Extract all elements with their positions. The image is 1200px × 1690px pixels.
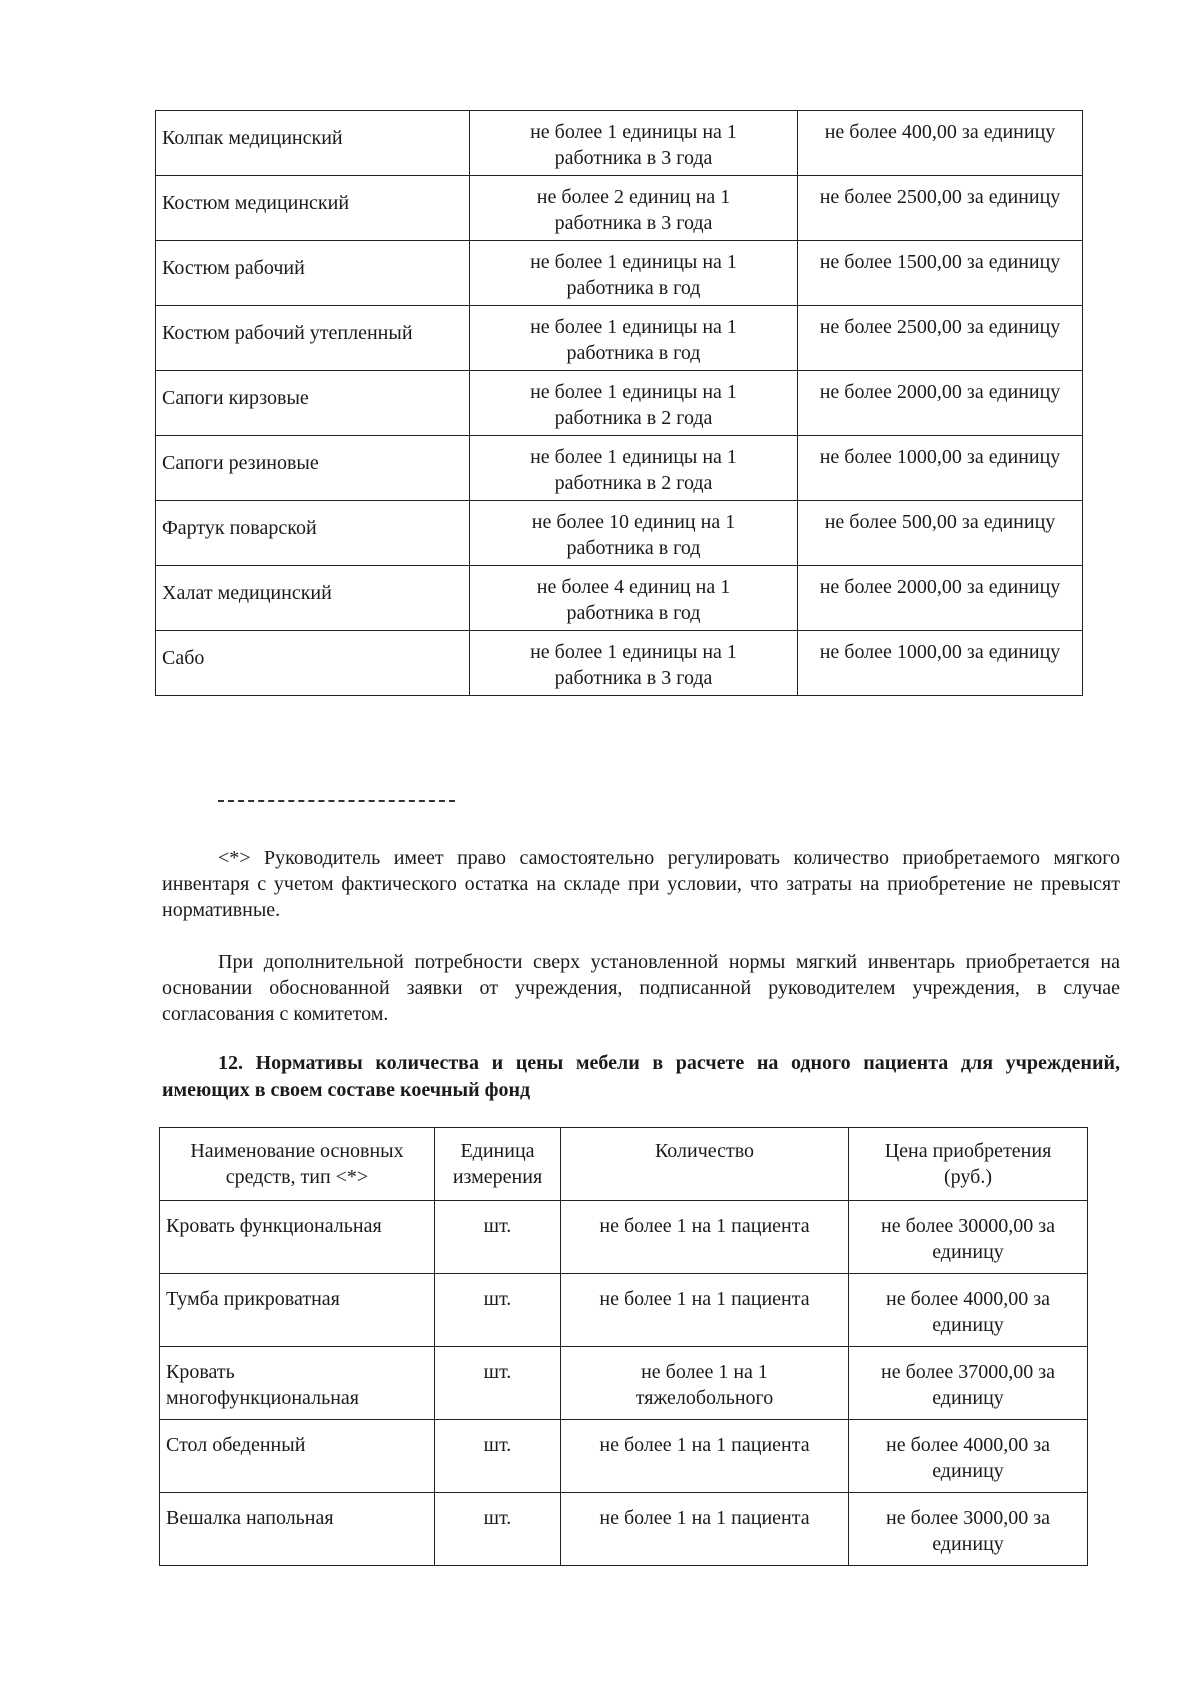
quantity-cell <box>470 241 798 306</box>
furniture-table-body <box>160 1128 1088 1566</box>
price-cell <box>849 1201 1088 1274</box>
item-name-cell: Сабо <box>156 631 470 696</box>
table-row <box>160 1347 1088 1420</box>
quantity-cell <box>470 436 798 501</box>
table-row <box>160 1493 1088 1566</box>
quantity-cell <box>470 371 798 436</box>
header-line: измерения <box>452 1166 543 1188</box>
quantity-line: не более 1 на 1 пациента <box>599 1434 810 1456</box>
quantity-line: не более 1 на 1 пациента <box>599 1215 810 1237</box>
inventory-table <box>155 110 1083 696</box>
price-line: не более 30000,00 за <box>880 1215 1055 1237</box>
quantity-cell <box>561 1201 849 1274</box>
quantity-cell <box>561 1347 849 1420</box>
quantity-line: не более 1 на 1 пациента <box>599 1288 810 1310</box>
header-unit-cell <box>435 1128 561 1201</box>
quantity-cell <box>470 111 798 176</box>
price-line: не более 37000,00 за <box>880 1361 1055 1383</box>
name-line: Вешалка напольная <box>166 1507 334 1529</box>
price-cell: не более 1000,00 за единицу <box>798 436 1083 501</box>
name-line: многофункциональная <box>166 1387 359 1409</box>
quantity-line: работника в 2 года <box>554 407 713 429</box>
header-line: Наименование основных <box>190 1140 404 1162</box>
header-line: Цена приобретения <box>884 1140 1052 1162</box>
item-name-cell: Халат медицинский <box>156 566 470 631</box>
price-cell: не более 1500,00 за единицу <box>798 241 1083 306</box>
quantity-line: работника в год <box>566 602 701 624</box>
table-row <box>156 111 1083 176</box>
table-row <box>160 1420 1088 1493</box>
price-line: не более 3000,00 за <box>885 1507 1050 1529</box>
quantity-cell <box>470 306 798 371</box>
quantity-cell <box>470 631 798 696</box>
price-cell <box>849 1493 1088 1566</box>
quantity-line: работника в 2 года <box>554 472 713 494</box>
quantity-line: не более 1 единицы на 1 <box>530 641 737 663</box>
price-cell <box>849 1420 1088 1493</box>
item-name-cell: Колпак медицинский <box>156 111 470 176</box>
table-row <box>156 501 1083 566</box>
price-cell: не более 2500,00 за единицу <box>798 306 1083 371</box>
quantity-line: не более 10 единиц на 1 <box>531 511 736 533</box>
quantity-cell <box>561 1420 849 1493</box>
quantity-line: не более 1 единицы на 1 <box>530 446 737 468</box>
item-name-cell: Костюм рабочий <box>156 241 470 306</box>
quantity-cell <box>561 1274 849 1347</box>
price-cell <box>849 1274 1088 1347</box>
quantity-cell <box>561 1493 849 1566</box>
quantity-line: не более 1 единицы на 1 <box>530 316 737 338</box>
quantity-cell <box>470 566 798 631</box>
quantity-line: работника в год <box>566 537 701 559</box>
unit-cell: шт. <box>435 1347 561 1420</box>
item-name-cell: Сапоги кирзовые <box>156 371 470 436</box>
table-row <box>156 566 1083 631</box>
price-cell: не более 1000,00 за единицу <box>798 631 1083 696</box>
furniture-table <box>159 1127 1088 1566</box>
furniture-name-cell <box>160 1347 435 1420</box>
price-cell: не более 2500,00 за единицу <box>798 176 1083 241</box>
price-line: не более 4000,00 за <box>885 1288 1050 1310</box>
furniture-name-cell <box>160 1420 435 1493</box>
furniture-name-cell <box>160 1201 435 1274</box>
price-cell: не более 400,00 за единицу <box>798 111 1083 176</box>
unit-cell: шт. <box>435 1274 561 1347</box>
item-name-cell: Костюм рабочий утепленный <box>156 306 470 371</box>
price-cell: не более 2000,00 за единицу <box>798 371 1083 436</box>
name-line: Кровать <box>166 1361 235 1383</box>
price-cell: не более 2000,00 за единицу <box>798 566 1083 631</box>
name-line: Тумба прикроватная <box>166 1288 340 1310</box>
table-row <box>156 241 1083 306</box>
footnote-separator <box>218 800 455 802</box>
footnote-paragraph: <*> Руководитель имеет право самостоятельно регулировать количество приобретаемого мягкого инвентаря с учетом фактического остатка на складе при условии, что затраты на приобретение не превысят нормативные. <box>162 847 1120 921</box>
item-name-cell: Фартук поварской <box>156 501 470 566</box>
header-line: (руб.) <box>944 1166 992 1188</box>
inventory-table-body <box>156 111 1083 696</box>
quantity-line: не более 2 единиц на 1 <box>536 186 731 208</box>
header-name-cell <box>160 1128 435 1201</box>
additional-need-paragraph: При дополнительной потребности сверх установленной нормы мягкий инвентарь приобретается на основании обоснованной заявки от учреждения, подписанной руководителем учреждения, в случае согласования с комитетом. <box>162 951 1120 1025</box>
quantity-line: работника в 3 года <box>554 212 713 234</box>
table-header-row <box>160 1128 1088 1201</box>
quantity-line: работника в год <box>566 277 701 299</box>
furniture-name-cell <box>160 1493 435 1566</box>
header-quantity-cell: Количество <box>561 1128 849 1201</box>
item-name-cell: Костюм медицинский <box>156 176 470 241</box>
quantity-line: не более 1 единицы на 1 <box>530 381 737 403</box>
table-row <box>156 436 1083 501</box>
price-line: единицу <box>932 1241 1004 1263</box>
table-row <box>156 371 1083 436</box>
price-cell: не более 500,00 за единицу <box>798 501 1083 566</box>
furniture-name-cell <box>160 1274 435 1347</box>
header-line: Единица <box>460 1140 535 1162</box>
table-row <box>160 1201 1088 1274</box>
price-line: единицу <box>932 1314 1004 1336</box>
header-line: средств, тип <*> <box>225 1166 369 1188</box>
quantity-line: не более 1 единицы на 1 <box>530 251 737 273</box>
header-price-cell <box>849 1128 1088 1201</box>
unit-cell: шт. <box>435 1493 561 1566</box>
quantity-line: не более 1 единицы на 1 <box>530 121 737 143</box>
unit-cell: шт. <box>435 1201 561 1274</box>
price-line: единицу <box>932 1387 1004 1409</box>
name-line: Стол обеденный <box>166 1434 306 1456</box>
table-row <box>160 1274 1088 1347</box>
quantity-line: работника в 3 года <box>554 667 713 689</box>
price-line: не более 4000,00 за <box>885 1434 1050 1456</box>
name-line: Кровать функциональная <box>166 1215 382 1237</box>
item-name-cell: Сапоги резиновые <box>156 436 470 501</box>
table-row <box>156 176 1083 241</box>
quantity-line: не более 1 на 1 пациента <box>599 1507 810 1529</box>
quantity-line: не более 4 единиц на 1 <box>536 576 731 598</box>
quantity-line: тяжелобольного <box>635 1387 774 1409</box>
quantity-line: не более 1 на 1 <box>641 1361 768 1383</box>
table-row <box>156 306 1083 371</box>
quantity-line: работника в год <box>566 342 701 364</box>
section-12-heading: 12. Нормативы количества и цены мебели в расчете на одного пациента для учреждений, имеющих в своем составе коечный фонд <box>162 1052 1120 1101</box>
price-cell <box>849 1347 1088 1420</box>
unit-cell: шт. <box>435 1420 561 1493</box>
price-line: единицу <box>932 1460 1004 1482</box>
quantity-cell <box>470 176 798 241</box>
quantity-cell <box>470 501 798 566</box>
quantity-line: работника в 3 года <box>554 147 713 169</box>
table-row <box>156 631 1083 696</box>
price-line: единицу <box>932 1533 1004 1555</box>
